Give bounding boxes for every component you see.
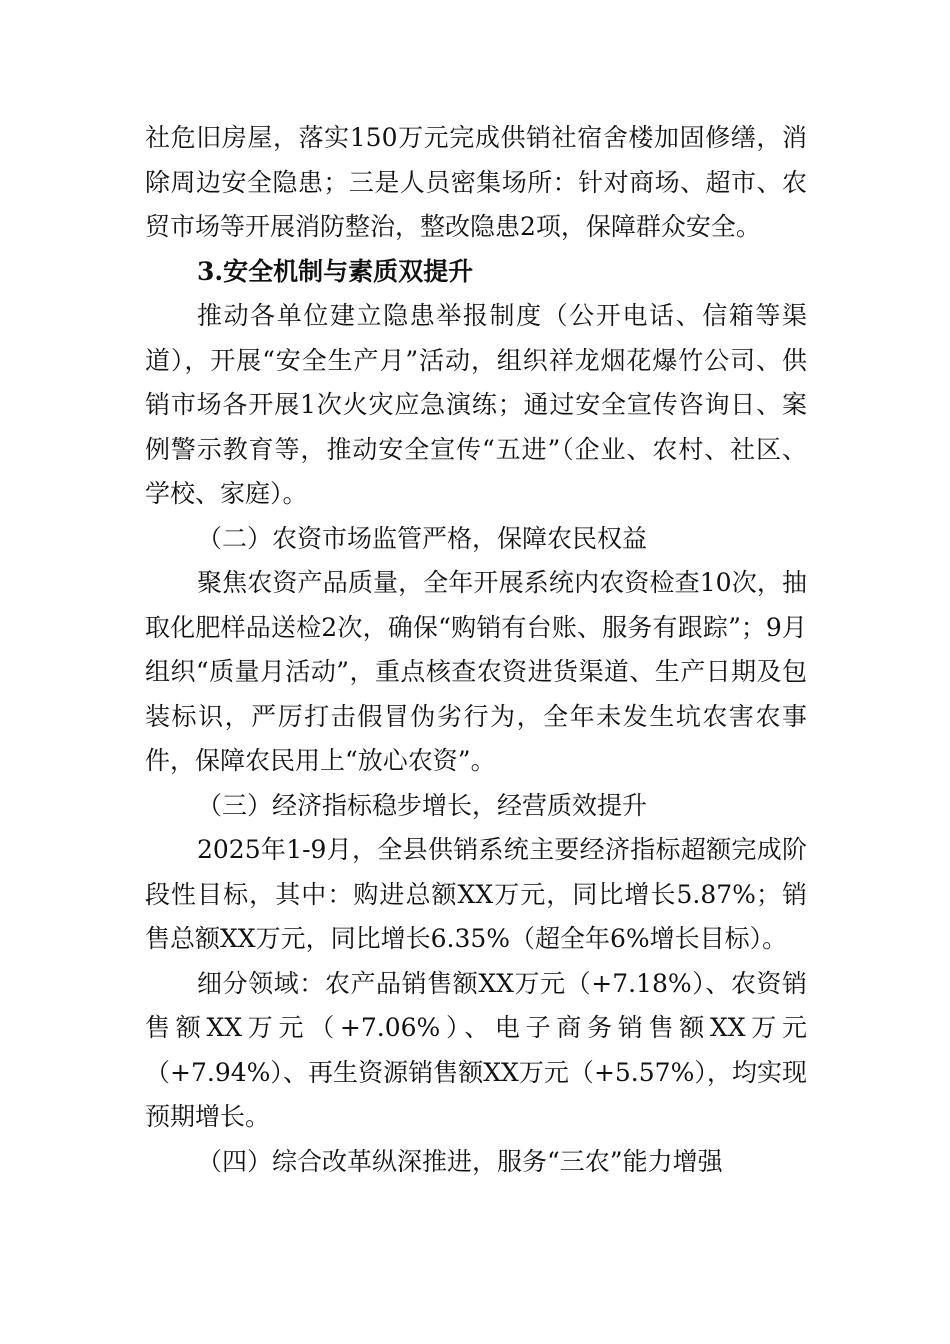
section-heading-economic: （三）经济指标稳步增长，经营质效提升 bbox=[197, 790, 648, 820]
subheading-safety-mechanism: 3.安全机制与素质双提升 bbox=[197, 256, 474, 286]
section-heading-reform: （四）综合改革纵深推进，服务“三农”能力增强 bbox=[197, 1146, 723, 1176]
paragraph-safety-mechanism: 推动各单位建立隐患举报制度（公开电话、信箱等渠道），开展“安全生产月”活动，组织祥龙烟花爆竹公司、供销市场各开展1次火灾应急演练；通过安全宣传咨询日、案例警示教育等，推动安全宣传“五进”（企业、农村、社区、学校、家庭）。 bbox=[145, 301, 807, 508]
paragraph-agri-market: 聚焦农资产品质量，全年开展系统内农资检查10次，抽取化肥样品送检2次，确保“购销有台账、服务有跟踪”；9月组织“质量月活动”，重点核查农资进货渠道、生产日期及包装标识，严厉打击假冒伪劣行为，全年未发生坑农害农事件，保障农民用上“放心农资”。 bbox=[145, 568, 807, 775]
paragraph-safety-housing: 社危旧房屋，落实150万元完成供销社宿舍楼加固修缮，消除周边安全隐患；三是人员密集场所：针对商场、超市、农贸市场等开展消防整治，整改隐患2项，保障群众安全。 bbox=[145, 123, 807, 241]
section-heading-agri-market: （二）农资市场监管严格，保障农民权益 bbox=[197, 523, 648, 553]
paragraph-economic-summary: 2025年1-9月，全县供销系统主要经济指标超额完成阶段性目标，其中：购进总额XX万元，同比增长5.87%；销售总额XX万元，同比增长6.35%（超全年6%增长目标）。 bbox=[145, 835, 807, 953]
paragraph-economic-detail: 细分领域：农产品销售额XX万元（+7.18%）、农资销售额XX万元（+7.06%）、电子商务销售额XX万元（+7.94%）、再生资源销售额XX万元（+5.57%），均实现预期增长。 bbox=[145, 968, 807, 1131]
document-body bbox=[145, 116, 807, 1184]
